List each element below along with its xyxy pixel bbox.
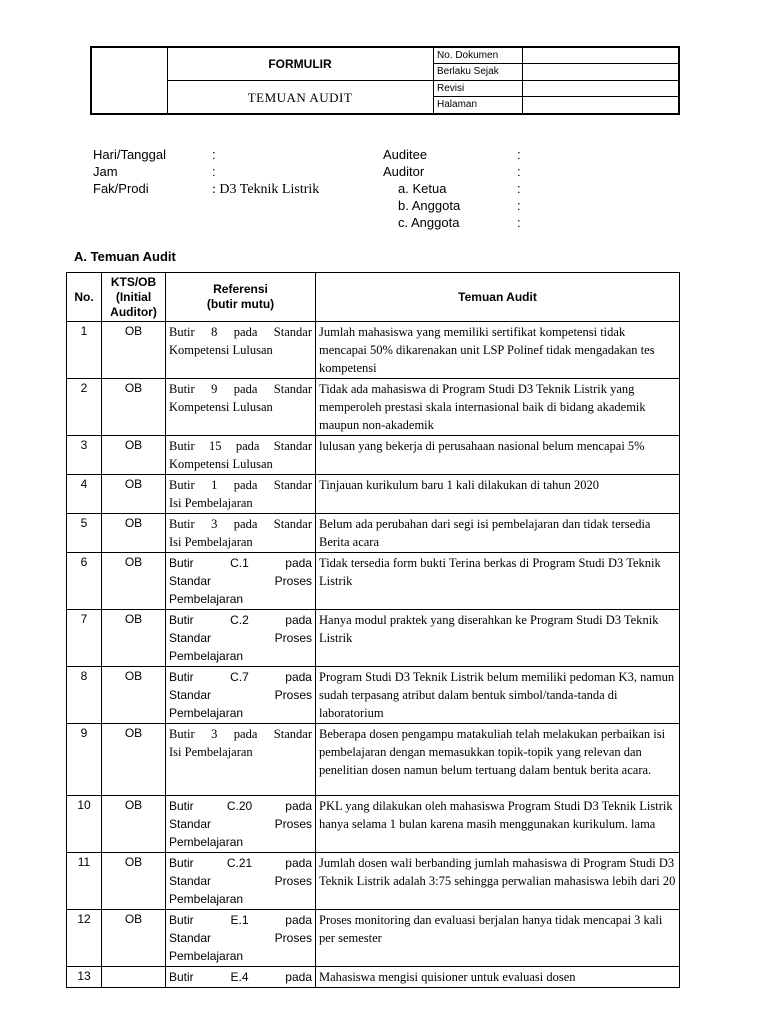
- cell-kts: [102, 967, 166, 988]
- cell-referensi: [166, 910, 316, 967]
- ref-line: Butir 15 pada Standar: [169, 439, 312, 453]
- ref-word: Standar: [169, 631, 212, 645]
- cell-kts: OB: [102, 724, 166, 796]
- ref-line: Butir 9 pada Standar: [169, 382, 312, 396]
- jam-label: Jam: [93, 164, 118, 179]
- cell-kts: OB: [102, 667, 166, 724]
- fak-prodi-label: Fak/Prodi: [93, 181, 149, 196]
- ref-line: [169, 686, 312, 704]
- info-left: [93, 146, 166, 197]
- meta-row: [433, 64, 678, 80]
- ref-word: Butir: [169, 799, 194, 813]
- cell-temuan: Belum ada perubahan dari segi isi pembelajaran dan tidak tersedia Berita acara: [316, 514, 680, 553]
- logo-cell: [92, 48, 168, 113]
- ref-line: [169, 668, 312, 686]
- ref-word: Butir: [169, 613, 194, 627]
- ref-line: [169, 929, 312, 947]
- cell-no: 8: [67, 667, 102, 724]
- meta-value: [523, 81, 678, 96]
- meta-value: [523, 48, 678, 63]
- table-row: [67, 667, 680, 724]
- ref-line: Pembelajaran: [169, 706, 244, 720]
- cell-referensi: [166, 667, 316, 724]
- cell-referensi: [166, 724, 316, 796]
- audit-findings-table: [66, 272, 680, 988]
- ref-code: C.7: [230, 670, 249, 684]
- ref-line: Pembelajaran: [169, 649, 244, 663]
- cell-no: 13: [67, 967, 102, 988]
- cell-temuan: PKL yang dilakukan oleh mahasiswa Program Studi D3 Teknik Listrik hanya selama 1 bulan karena masih menggunakan kurikulum. lama: [316, 796, 680, 853]
- cell-kts: OB: [102, 796, 166, 853]
- cell-kts: OB: [102, 553, 166, 610]
- meta-row: [433, 97, 678, 113]
- header-title-cell: [167, 48, 434, 113]
- meta-row: [433, 48, 678, 64]
- col-header-no: [67, 273, 102, 322]
- ref-word: Butir: [169, 670, 194, 684]
- ref-code: C.20: [226, 799, 253, 813]
- kts-header-line: KTS/OB: [110, 274, 157, 289]
- ref-line: Butir 3 pada Standar: [169, 727, 312, 741]
- cell-kts: OB: [102, 853, 166, 910]
- cell-no: 6: [67, 553, 102, 610]
- ref-line: Butir 3 pada Standar: [169, 517, 312, 531]
- ref-word: Standar: [169, 574, 212, 588]
- ref-word: Standar: [169, 874, 212, 888]
- cell-referensi: [166, 967, 316, 988]
- colon: :: [517, 181, 521, 196]
- table-row: [67, 910, 680, 967]
- info-jam: [93, 163, 166, 180]
- cell-referensi: [166, 610, 316, 667]
- cell-no: 9: [67, 724, 102, 796]
- meta-value: [523, 97, 678, 113]
- ref-line: [169, 872, 312, 890]
- ref-word: Butir: [169, 556, 194, 570]
- cell-no: 2: [67, 379, 102, 436]
- ref-header-line: (butir mutu): [206, 297, 275, 311]
- meta-value: [523, 64, 678, 79]
- cell-no: 7: [67, 610, 102, 667]
- ref-line: [169, 572, 312, 590]
- anggota-c-label: c. Anggota: [398, 215, 460, 230]
- info-left-colons: [212, 146, 216, 180]
- ref-line: Kompetensi Lulusan: [169, 457, 273, 471]
- info-right-colons: [517, 146, 521, 231]
- col-header-temuan: [316, 273, 680, 322]
- ref-word: pada: [285, 799, 312, 813]
- cell-kts: OB: [102, 910, 166, 967]
- ref-word: pada: [285, 613, 312, 627]
- ref-line: Isi Pembelajaran: [169, 535, 253, 549]
- document-header: [90, 46, 680, 115]
- ref-word: pada: [285, 556, 312, 570]
- table-row: [67, 475, 680, 514]
- ref-line: Pembelajaran: [169, 949, 244, 963]
- table-row: [67, 853, 680, 910]
- fak-prodi-value: : D3 Teknik Listrik: [212, 182, 320, 197]
- ref-line: [169, 815, 312, 833]
- ketua-label: a. Ketua: [398, 181, 447, 196]
- cell-kts: OB: [102, 610, 166, 667]
- cell-no: 4: [67, 475, 102, 514]
- ref-line: Kompetensi Lulusan: [169, 343, 273, 357]
- info-right: [383, 146, 460, 231]
- colon: :: [517, 198, 521, 213]
- ref-word: Standar: [169, 688, 212, 702]
- meta-label: Revisi: [433, 81, 523, 96]
- info-fak-prodi: [93, 180, 166, 197]
- colon: :: [517, 147, 521, 162]
- table-row: [67, 379, 680, 436]
- cell-no: 11: [67, 853, 102, 910]
- cell-kts: OB: [102, 514, 166, 553]
- ref-word: pada: [285, 856, 312, 870]
- ref-word: pada: [285, 913, 312, 927]
- cell-temuan: Beberapa dosen pengampu matakuliah telah melakukan perbaikan isi pembelajaran dengan memasukkan topik-topik yang relevan dan penelitian dosen namun belum tertuang dalam bentuk berita acara.: [316, 724, 680, 796]
- ref-word: Butir: [169, 856, 194, 870]
- cell-referensi: [166, 475, 316, 514]
- ref-word: Proses: [274, 574, 312, 588]
- ref-header-line: Referensi: [213, 282, 268, 296]
- table-row: [67, 436, 680, 475]
- table-row: [67, 514, 680, 553]
- col-header-referensi: [166, 273, 316, 322]
- ref-word: Proses: [274, 817, 312, 831]
- ref-line: Pembelajaran: [169, 892, 244, 906]
- ref-line: Isi Pembelajaran: [169, 745, 253, 759]
- document-meta: [433, 48, 678, 113]
- ref-word: Standar: [169, 931, 212, 945]
- ref-word: Proses: [274, 931, 312, 945]
- table-row: [67, 724, 680, 796]
- cell-kts: OB: [102, 436, 166, 475]
- cell-referensi: [166, 436, 316, 475]
- ref-line: Pembelajaran: [169, 592, 244, 606]
- cell-kts: OB: [102, 322, 166, 379]
- cell-referensi: [166, 553, 316, 610]
- cell-referensi: [166, 853, 316, 910]
- meta-row: [433, 81, 678, 97]
- ref-word: Proses: [274, 631, 312, 645]
- ref-word: Proses: [274, 874, 312, 888]
- cell-referensi: [166, 379, 316, 436]
- ref-code: C.1: [230, 556, 249, 570]
- colon: :: [517, 215, 521, 230]
- ref-line: [169, 611, 312, 629]
- cell-no: 5: [67, 514, 102, 553]
- meta-label: Berlaku Sejak: [433, 64, 523, 79]
- ref-code: E.1: [230, 913, 249, 927]
- cell-temuan: Program Studi D3 Teknik Listrik belum memiliki pedoman K3, namun sudah terpasang atribut dalam bentuk simbol/tanda-tanda di laboratorium: [316, 667, 680, 724]
- cell-temuan: Jumlah dosen wali berbanding jumlah mahasiswa di Program Studi D3 Teknik Listrik adalah 3:75 sehingga perwalian mahasiswa lebih dari 20: [316, 853, 680, 910]
- info-hari-tanggal: [93, 146, 166, 163]
- no-header-text: No.: [74, 289, 94, 304]
- ref-word: Standar: [169, 817, 212, 831]
- table-row: [67, 610, 680, 667]
- colon: :: [517, 164, 521, 179]
- table-row: [67, 322, 680, 379]
- ref-code: C.21: [226, 856, 253, 870]
- cell-temuan: Jumlah mahasiswa yang memiliki sertifikat kompetensi tidak mencapai 50% dikarenakan unit LSP Polinef tidak mengadakan tes kompetensi: [316, 322, 680, 379]
- cell-temuan: Tidak tersedia form bukti Terina berkas di Program Studi D3 Teknik Listrik: [316, 553, 680, 610]
- table-row: [67, 796, 680, 853]
- ref-line: [169, 911, 312, 929]
- ref-line: [169, 554, 312, 572]
- ref-line: [169, 629, 312, 647]
- ref-word: Proses: [274, 688, 312, 702]
- cell-no: 1: [67, 322, 102, 379]
- ref-line: Kompetensi Lulusan: [169, 400, 273, 414]
- ref-line: [169, 797, 312, 815]
- document-title: TEMUAN AUDIT: [247, 90, 353, 105]
- cell-no: 3: [67, 436, 102, 475]
- cell-no: 10: [67, 796, 102, 853]
- auditor-label: Auditor: [383, 164, 425, 179]
- table-row: [67, 967, 680, 988]
- cell-temuan: Mahasiswa mengisi quisioner untuk evaluasi dosen: [316, 967, 680, 988]
- ref-word: pada: [285, 970, 312, 984]
- ref-word: pada: [285, 670, 312, 684]
- table-row: [67, 553, 680, 610]
- formulir-label: FORMULIR: [167, 48, 433, 81]
- ref-line: Isi Pembelajaran: [169, 496, 253, 510]
- ref-line: Butir 8 pada Standar: [169, 325, 312, 339]
- cell-temuan: Hanya modul praktek yang diserahkan ke Program Studi D3 Teknik Listrik: [316, 610, 680, 667]
- ref-line: [169, 968, 312, 986]
- auditee-label: Auditee: [383, 147, 428, 162]
- kts-header-line: Auditor): [110, 304, 157, 319]
- cell-referensi: [166, 796, 316, 853]
- cell-kts: OB: [102, 475, 166, 514]
- hari-tanggal-label: Hari/Tanggal: [93, 147, 166, 162]
- cell-no: 12: [67, 910, 102, 967]
- ref-line: [169, 854, 312, 872]
- cell-temuan: Tidak ada mahasiswa di Program Studi D3 Teknik Listrik yang memperoleh prestasi skala internasional baik di bidang akademik maupun non-akademik: [316, 379, 680, 436]
- colon: :: [212, 164, 216, 179]
- cell-temuan: Proses monitoring dan evaluasi berjalan hanya tidak mencapai 3 kali per semester: [316, 910, 680, 967]
- ref-word: Butir: [169, 970, 194, 984]
- ref-word: Butir: [169, 913, 194, 927]
- cell-temuan: Tinjauan kurikulum baru 1 kali dilakukan di tahun 2020: [316, 475, 680, 514]
- ref-line: Pembelajaran: [169, 835, 244, 849]
- meta-label: No. Dokumen: [433, 48, 523, 63]
- cell-kts: OB: [102, 379, 166, 436]
- anggota-b-label: b. Anggota: [398, 198, 461, 213]
- cell-referensi: [166, 514, 316, 553]
- ref-code: E.4: [230, 970, 249, 984]
- table-header-row: [67, 273, 680, 322]
- section-title: A. Temuan Audit: [74, 249, 176, 264]
- cell-temuan: lulusan yang bekerja di perusahaan nasional belum mencapai 5%: [316, 436, 680, 475]
- temuan-header-text: Temuan Audit: [458, 289, 537, 304]
- kts-header-line: (Initial: [115, 289, 152, 304]
- colon: :: [212, 147, 216, 162]
- ref-line: Butir 1 pada Standar: [169, 478, 312, 492]
- col-header-kts: [102, 273, 166, 322]
- meta-label: Halaman: [433, 97, 523, 113]
- cell-referensi: [166, 322, 316, 379]
- ref-code: C.2: [230, 613, 249, 627]
